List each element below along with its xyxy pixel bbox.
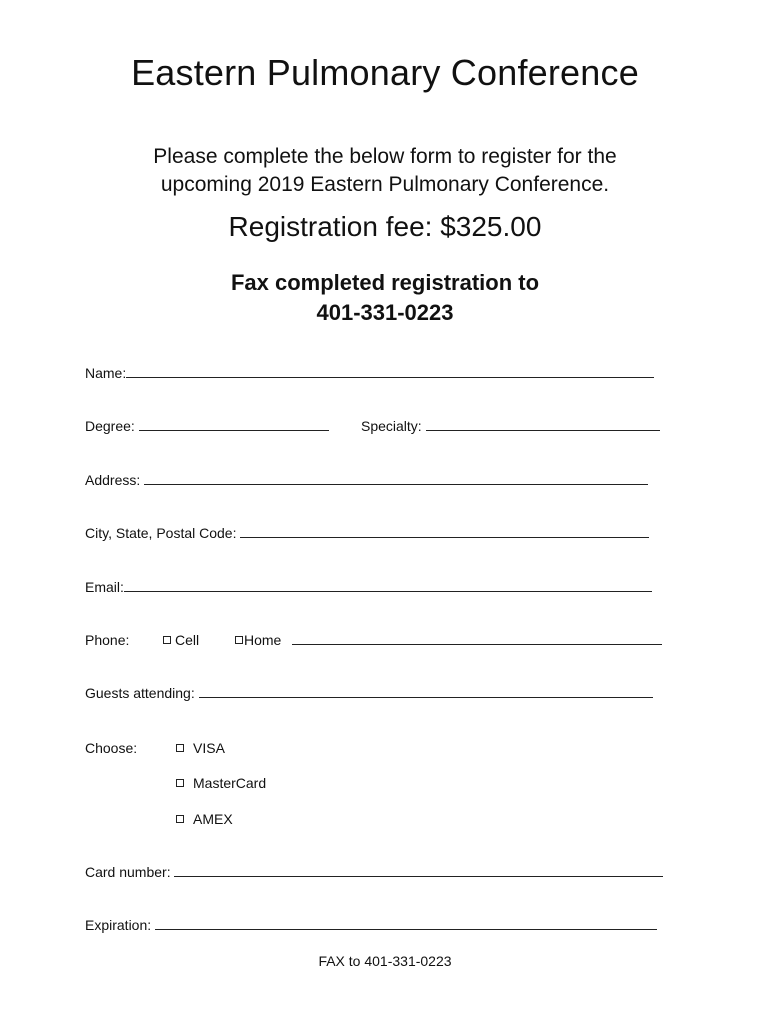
mastercard-checkbox[interactable] bbox=[176, 779, 184, 787]
phone-label: Phone: bbox=[85, 632, 130, 648]
expiration-row bbox=[85, 916, 657, 934]
footer-fax-note: FAX to 401-331-0223 bbox=[318, 953, 452, 969]
phone-field[interactable] bbox=[292, 631, 662, 645]
address-field[interactable] bbox=[144, 471, 648, 485]
name-row bbox=[85, 364, 654, 382]
name-label: Name: bbox=[85, 365, 127, 381]
amex-checkbox[interactable] bbox=[176, 815, 184, 823]
intro-text bbox=[0, 143, 770, 199]
visa-checkbox[interactable] bbox=[176, 744, 184, 752]
mastercard-label: MasterCard bbox=[193, 775, 267, 791]
city-state-postal-label: City, State, Postal Code: bbox=[85, 525, 237, 541]
guests-row bbox=[85, 684, 653, 702]
guests-field[interactable] bbox=[199, 684, 653, 698]
fax-number: 401-331-0223 bbox=[316, 300, 454, 325]
degree-label: Degree: bbox=[85, 418, 135, 434]
page-title: Eastern Pulmonary Conference bbox=[131, 52, 639, 93]
email-label: Email: bbox=[85, 579, 124, 595]
expiration-label: Expiration: bbox=[85, 917, 152, 933]
intro-line-1: Please complete the below form to register for the bbox=[153, 145, 617, 168]
address-label: Address: bbox=[85, 472, 141, 488]
email-row bbox=[85, 578, 652, 596]
card-option-visa[interactable] bbox=[176, 739, 225, 757]
card-option-mastercard[interactable] bbox=[176, 774, 266, 792]
choose-label: Choose: bbox=[85, 740, 138, 756]
amex-label: AMEX bbox=[193, 811, 233, 827]
cell-label: Cell bbox=[175, 632, 200, 648]
degree-row bbox=[85, 417, 329, 435]
card-option-amex[interactable] bbox=[176, 810, 233, 828]
fax-line-1: Fax completed registration to bbox=[230, 270, 540, 295]
fax-instructions bbox=[0, 268, 770, 328]
phone-row bbox=[292, 631, 662, 649]
intro-line-2: upcoming 2019 Eastern Pulmonary Conference. bbox=[160, 173, 610, 196]
city-state-postal-field[interactable] bbox=[240, 524, 649, 538]
expiration-field[interactable] bbox=[155, 916, 657, 930]
registration-fee: Registration fee: $325.00 bbox=[228, 211, 542, 242]
home-checkbox[interactable] bbox=[235, 636, 243, 644]
card-number-field[interactable] bbox=[174, 863, 663, 877]
card-number-row bbox=[85, 863, 663, 881]
visa-label: VISA bbox=[193, 740, 225, 756]
email-field[interactable] bbox=[124, 578, 652, 592]
name-field[interactable] bbox=[126, 364, 654, 378]
cell-checkbox[interactable] bbox=[163, 636, 171, 644]
specialty-label: Specialty: bbox=[361, 418, 422, 434]
address-row bbox=[85, 471, 648, 489]
card-number-label: Card number: bbox=[85, 864, 171, 880]
phone-option-home[interactable] bbox=[235, 631, 281, 649]
guests-label: Guests attending: bbox=[85, 685, 195, 701]
degree-field[interactable] bbox=[139, 417, 329, 431]
specialty-row bbox=[361, 417, 660, 435]
home-label: Home bbox=[244, 632, 282, 648]
phone-option-cell[interactable] bbox=[163, 631, 199, 649]
specialty-field[interactable] bbox=[426, 417, 660, 431]
city-state-postal-row bbox=[85, 524, 649, 542]
